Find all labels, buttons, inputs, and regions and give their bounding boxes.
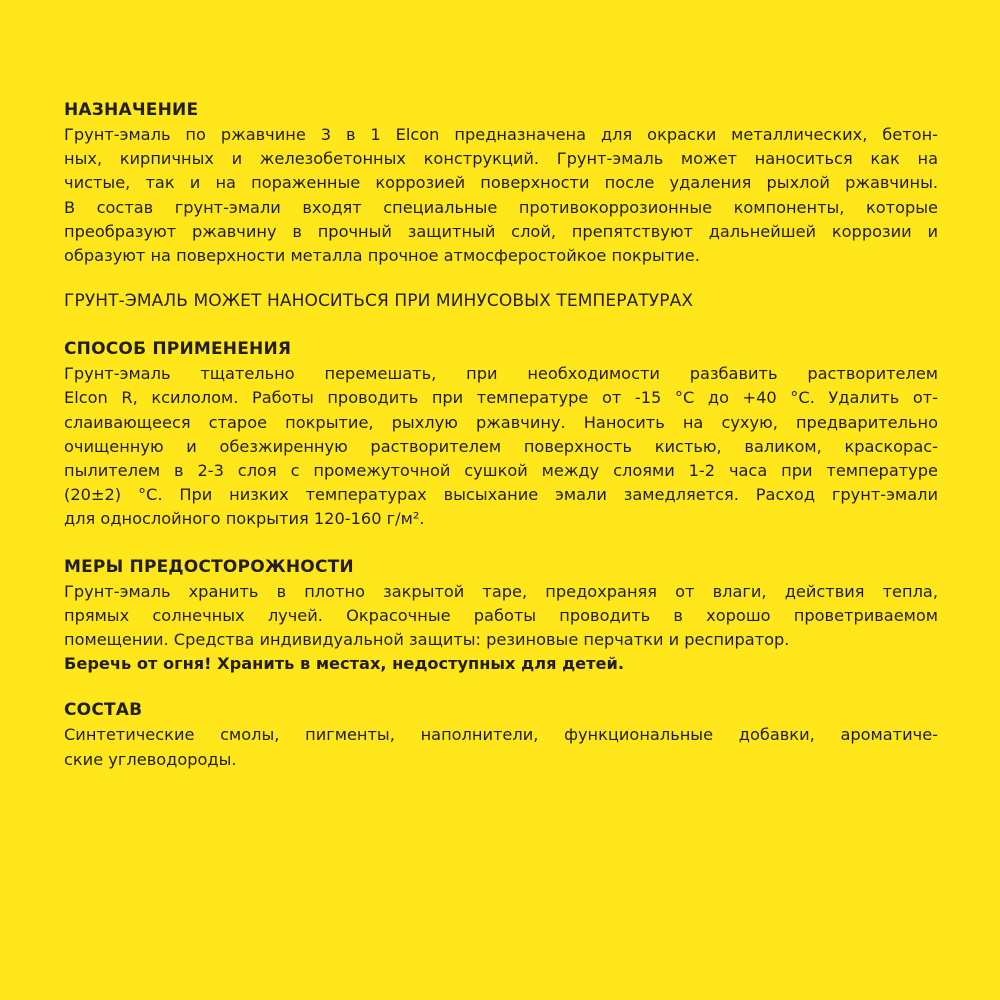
precautions-line: прямых солнечных лучей. Окрасочные работы проводить в хорошо проветриваемом — [64, 605, 938, 625]
purpose-section — [64, 97, 938, 268]
composition-line: ские углеводороды. — [64, 749, 237, 769]
purpose-line: образуют на поверхности металла прочное атмосферостойкое покрытие. — [64, 246, 700, 266]
application-heading: СПОСОБ ПРИМЕНЕНИЯ — [64, 339, 292, 360]
application-section — [64, 336, 938, 531]
purpose-heading: НАЗНАЧЕНИЕ — [64, 100, 199, 120]
low-temperature-notice: ГРУНТ-ЭМАЛЬ МОЖЕТ НАНОСИТЬСЯ ПРИ МИНУСОВЫХ ТЕМПЕРАТУРАХ — [64, 291, 694, 312]
purpose-line: чистые, так и на пораженные коррозией поверхности после удаления рыхлой ржавчины. — [64, 173, 938, 193]
composition-paragraph — [64, 723, 938, 771]
precautions-paragraph — [64, 580, 938, 677]
purpose-line: ных, кирпичных и железобетонных конструкций. Грунт-эмаль может наноситься как на — [64, 149, 938, 169]
application-line: (20±2) °С. При низких температурах высыхание эмали замедляется. Расход грунт-эмали — [64, 485, 938, 505]
application-line: Грунт-эмаль тщательно перемешать, при необходимости разбавить растворителем — [64, 364, 938, 384]
application-line: для однослойного покрытия 120-160 г/м². — [64, 509, 425, 529]
application-line: Elcon R, ксилолом. Работы проводить при температуре от -15 °С до +40 °С. Удалить от- — [64, 388, 938, 408]
precautions-heading: МЕРЫ ПРЕДОСТОРОЖНОСТИ — [64, 556, 354, 577]
precautions-line: помещении. Средства индивидуальной защиты: резиновые перчатки и респиратор. — [64, 630, 790, 650]
composition-section — [64, 697, 938, 771]
precautions-line: Грунт-эмаль хранить в плотно закрытой таре, предохраняя от влаги, действия тепла, — [64, 581, 938, 601]
application-line: слаивающееся старое покрытие, рыхлую ржавчину. Наносить на сухую, предварительно — [64, 412, 938, 432]
application-paragraph — [64, 362, 938, 531]
notice-section — [64, 288, 938, 314]
application-line: очищенную и обезжиренную растворителем поверхность кистью, валиком, краскорас- — [64, 436, 938, 456]
purpose-line: В состав грунт-эмали входят специальные противокоррозионные компоненты, которые — [64, 197, 938, 217]
precautions-section — [64, 554, 938, 677]
content-column — [64, 97, 938, 772]
fire-safety-warning: Беречь от огня! Хранить в местах, недоступных для детей. — [64, 654, 625, 674]
composition-heading: СОСТАВ — [64, 700, 143, 721]
application-line: пылителем в 2-3 слоя с промежуточной сушкой между слоями 1-2 часа при температуре — [64, 461, 938, 481]
purpose-paragraph — [64, 123, 938, 268]
composition-line: Синтетические смолы, пигменты, наполнители, функциональные добавки, ароматиче- — [64, 725, 938, 745]
purpose-line: преобразуют ржавчину в прочный защитный слой, препятствуют дальнейшей коррозии и — [64, 221, 938, 241]
purpose-line: Грунт-эмаль по ржавчине 3 в 1 Elcon предназначена для окраски металлических, бетон- — [64, 125, 938, 144]
